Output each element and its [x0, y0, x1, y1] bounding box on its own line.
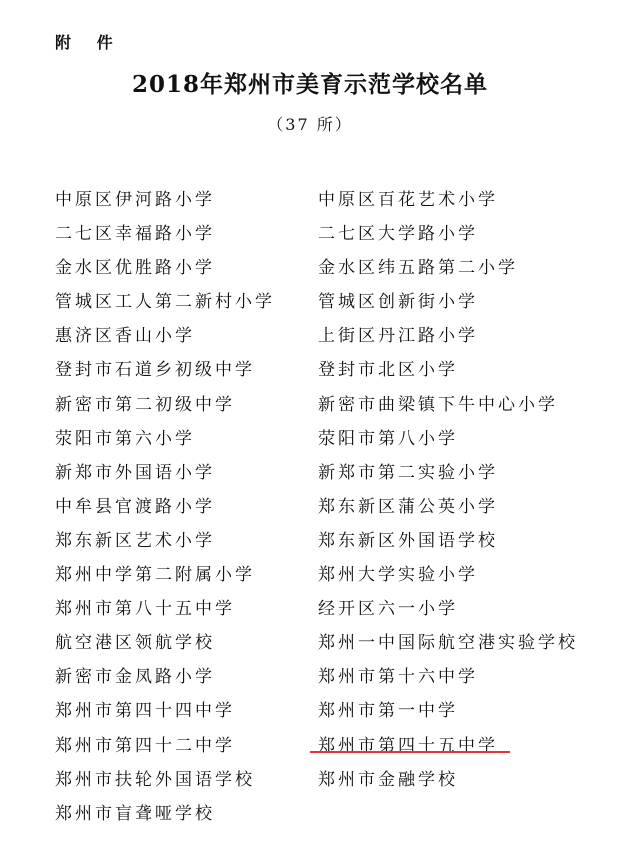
school-list-item: 新密市金凤路小学 — [55, 667, 215, 688]
school-list-item: 登封市石道乡初级中学 — [55, 360, 255, 381]
attachment-label: 附 件 — [55, 33, 123, 52]
document-subtitle: （37 所） — [267, 115, 353, 134]
school-list-item: 郑州一中国际航空港实验学校 — [318, 633, 578, 654]
school-list-item: 上街区丹江路小学 — [318, 326, 478, 347]
school-list-item: 二七区大学路小学 — [318, 224, 478, 245]
school-list-item: 管城区工人第二新村小学 — [55, 292, 275, 313]
school-list-item: 郑州市第四十四中学 — [55, 701, 235, 722]
school-list-item: 郑州市第一中学 — [318, 701, 458, 722]
school-list-item: 郑东新区外国语学校 — [318, 530, 498, 551]
school-list-item: 新郑市外国语小学 — [55, 462, 215, 483]
school-list-item: 登封市北区小学 — [318, 360, 458, 381]
school-list-left — [55, 187, 275, 835]
school-list-item: 郑州市盲聋哑学校 — [55, 803, 215, 824]
school-list-right — [318, 187, 578, 801]
document-title: 2018年郑州市美育示范学校名单 — [131, 71, 488, 98]
school-list-item: 金水区纬五路第二小学 — [318, 258, 518, 279]
school-list-item: 新密市第二初级中学 — [55, 394, 235, 415]
school-list-item: 二七区幸福路小学 — [55, 224, 215, 245]
school-list-item: 郑州市扶轮外国语学校 — [55, 769, 255, 790]
school-list-item: 郑州市第四十二中学 — [55, 735, 235, 756]
school-list-item: 荥阳市第八小学 — [318, 428, 458, 449]
school-list-item: 郑东新区蒲公英小学 — [318, 496, 498, 517]
red-highlight-underline — [310, 751, 510, 753]
school-list-item-highlighted: 郑州市第四十五中学 — [318, 735, 498, 756]
school-list-item: 新郑市第二实验小学 — [318, 462, 498, 483]
school-list-item: 航空港区领航学校 — [55, 633, 215, 654]
school-list-item: 郑州市第十六中学 — [318, 667, 478, 688]
school-list-item: 中原区百花艺术小学 — [318, 190, 498, 210]
school-list-item: 郑州中学第二附属小学 — [55, 565, 255, 586]
school-list-item: 中牟县官渡路小学 — [55, 496, 215, 517]
school-list-item: 中原区伊河路小学 — [55, 190, 215, 210]
school-list-item: 经开区六一小学 — [318, 599, 458, 620]
school-list-item: 金水区优胜路小学 — [55, 258, 215, 279]
school-list-item: 郑州市第八十五中学 — [55, 599, 235, 620]
school-list-item: 郑东新区艺术小学 — [55, 530, 215, 551]
school-list-item: 管城区创新街小学 — [318, 292, 478, 313]
school-list-item: 郑州大学实验小学 — [318, 565, 478, 586]
school-list-item: 荥阳市第六小学 — [55, 428, 195, 449]
school-list-item: 惠济区香山小学 — [55, 326, 195, 347]
school-list-item: 郑州市金融学校 — [318, 769, 458, 790]
school-list-item: 新密市曲梁镇下牛中心小学 — [318, 394, 558, 415]
